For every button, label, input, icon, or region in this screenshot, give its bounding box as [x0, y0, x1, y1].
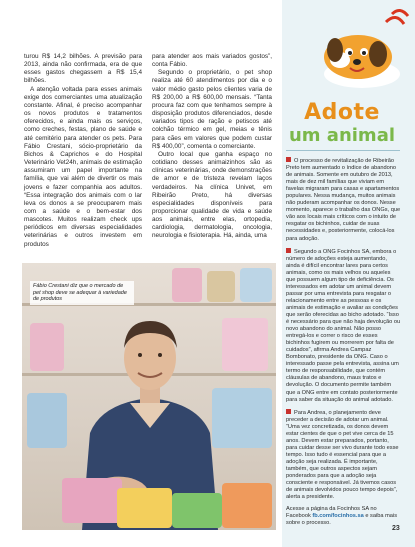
- cartoon-dog-illustration: [300, 2, 415, 97]
- article-column-2: [152, 53, 272, 241]
- bullet-square-icon: [286, 409, 291, 414]
- paragraph: para atender aos mais variados gostos”, conta Fábio.: [152, 53, 272, 69]
- sidebar-title: Adote: [304, 100, 380, 125]
- sidebar-subtitle: um animal: [288, 125, 396, 146]
- bullet-square-icon: [286, 157, 291, 162]
- sidebar-paragraph: Para Andrea, o planejamento deve preceder a decisão de adotar um animal. “Uma vez concretizada, os donos devem estar cientes de que o pet vive cerca de 15 anos. Devem estar preparados, portanto, para cuidar desse ser vivo durante todo esse tempo. Isso tudo é essencial para que a adoção seja realizada. É importante, também, que outros aspectos sejam ponderados para que a adoção seja consciente e responsável. Já tivemos casos de animais devolvidos pouco tempo depois”, alerta a presidente.: [286, 409, 399, 501]
- sidebar-paragraph: Segundo a ONG Focinhos SA, embora o número de adoções esteja aumentando, ainda é difícil encontrar lares para certos animais, como os mais velhos ou aqueles que possuem algum tipo de deficiência. Os interessados em adotar um animal devem passar por uma entrevista para resgatar o relacionamento entre as pessoas e os animais de estimação e avaliar as condições que serão oferecidas ao bicho adotado. “Isso é necessário para que não haja devolução ou novo abandono do animal. Não posso entregá-los e correr o risco de esses bichinhos fugirem ou morrerem por falta de cuidados”, afirma Andrea Campaz Bombonato, presidente da ONG. Caso o interessado passe pela entrevista, assina um termo de responsabilidade, que contém cláusulas de abandono, maus tratos e devolução. O documento permite também que a ONG entre em contato posteriormente para saber da situação do animal adotado.: [286, 248, 401, 403]
- sidebar-paragraph: O processo de revitalização de Ribeirão Preto tem aumentado o índice de abandono de animais. Somente em outubro de 2013, mais de dez mil famílias que viviam em favelas migraram para casas e apartamentos populares. Nessa mudança, muitos animais não puderam acompanhar os donos. Nesse momento, aparece o trabalho das ONGs, que vão aos locais mais críticos com o intuito de resgatar os bichinhos, cuidar de suas necessidades e, posteriormente, colocá-los para adoção.: [286, 158, 401, 242]
- paragraph: Outro local que ganha espaço no cotidiano desses animaizinhos são as clínicas veterinárias, onde demonstrações de amor e de tristeza revelam laços verdadeiros. Na clínica Univet, em Ribeirão Preto, há diversas especialidades disponíveis para proporcionar qualidade de vida e saúde aos animais, entre elas, ortopedia, cardiologia, dermatologia, oncologia, neurologia e fisioterapia. Há, ainda, uma: [152, 150, 272, 240]
- paragraph: A atenção voltada para esses animais exige dos comerciantes uma atualização constante. Afinal, é preciso acompanhar os novos produtos e tratamentos oferecidos, e ainda mais os serviços, como creches, festas, plano de saúde e até cemitério para atender os pets. Para Fábio Crestani, sócio-proprietário da Bichos & Caprichos e do Hospital Veterinário Vet24h, animais de estimação assumiram um papel importante na família, que vai além de divertir os mais jovens e fazer companhia aos adultos. “Essa integração dos animais com o lar leva os donos a se preocuparem mais com a saúde e o bem-estar dos mascotes. Muitos realizam check ups periódicos em diversas especialidades veterinárias e outros investem em produtos: [24, 85, 142, 248]
- sidebar-paragraph: Acesse a página da Focinhos SA no Facebook fb.com/focinhos.sa e saiba mais sobre o processo.: [286, 506, 398, 527]
- paragraph: turou R$ 14,2 bilhões. A previsão para 2013, ainda não confirmada, era de que esses gastos chegassem a R$ 15,4 bilhões.: [24, 53, 142, 85]
- bullet-square-icon: [286, 248, 291, 253]
- photo-caption: Fábio Crestani diz que o mercado de pet shop deve se adequar à variedade de produtos: [30, 281, 134, 305]
- divider: [286, 150, 400, 151]
- page-number: 23: [392, 525, 400, 532]
- paragraph: Segundo o proprietário, o pet shop realiza até 60 atendimentos por dia e o valor médio gasto pelos clientes varia de R$ 200,00 a R$ 600,00 mensais. “Tanta procura faz com que tenhamos sempre à disposição produtos diferenciados, desde variados tipos de ração e petiscos até colchão térmico em gel, meias e tênis para cães em valores que podem custar R$ 400,00”, comenta o comerciante.: [152, 69, 272, 150]
- article-column-1: [24, 53, 142, 249]
- sidebar-text: [286, 157, 401, 532]
- facebook-link[interactable]: fb.com/focinhos.sa: [312, 513, 364, 520]
- photo-pet-shop-owner: [22, 263, 276, 530]
